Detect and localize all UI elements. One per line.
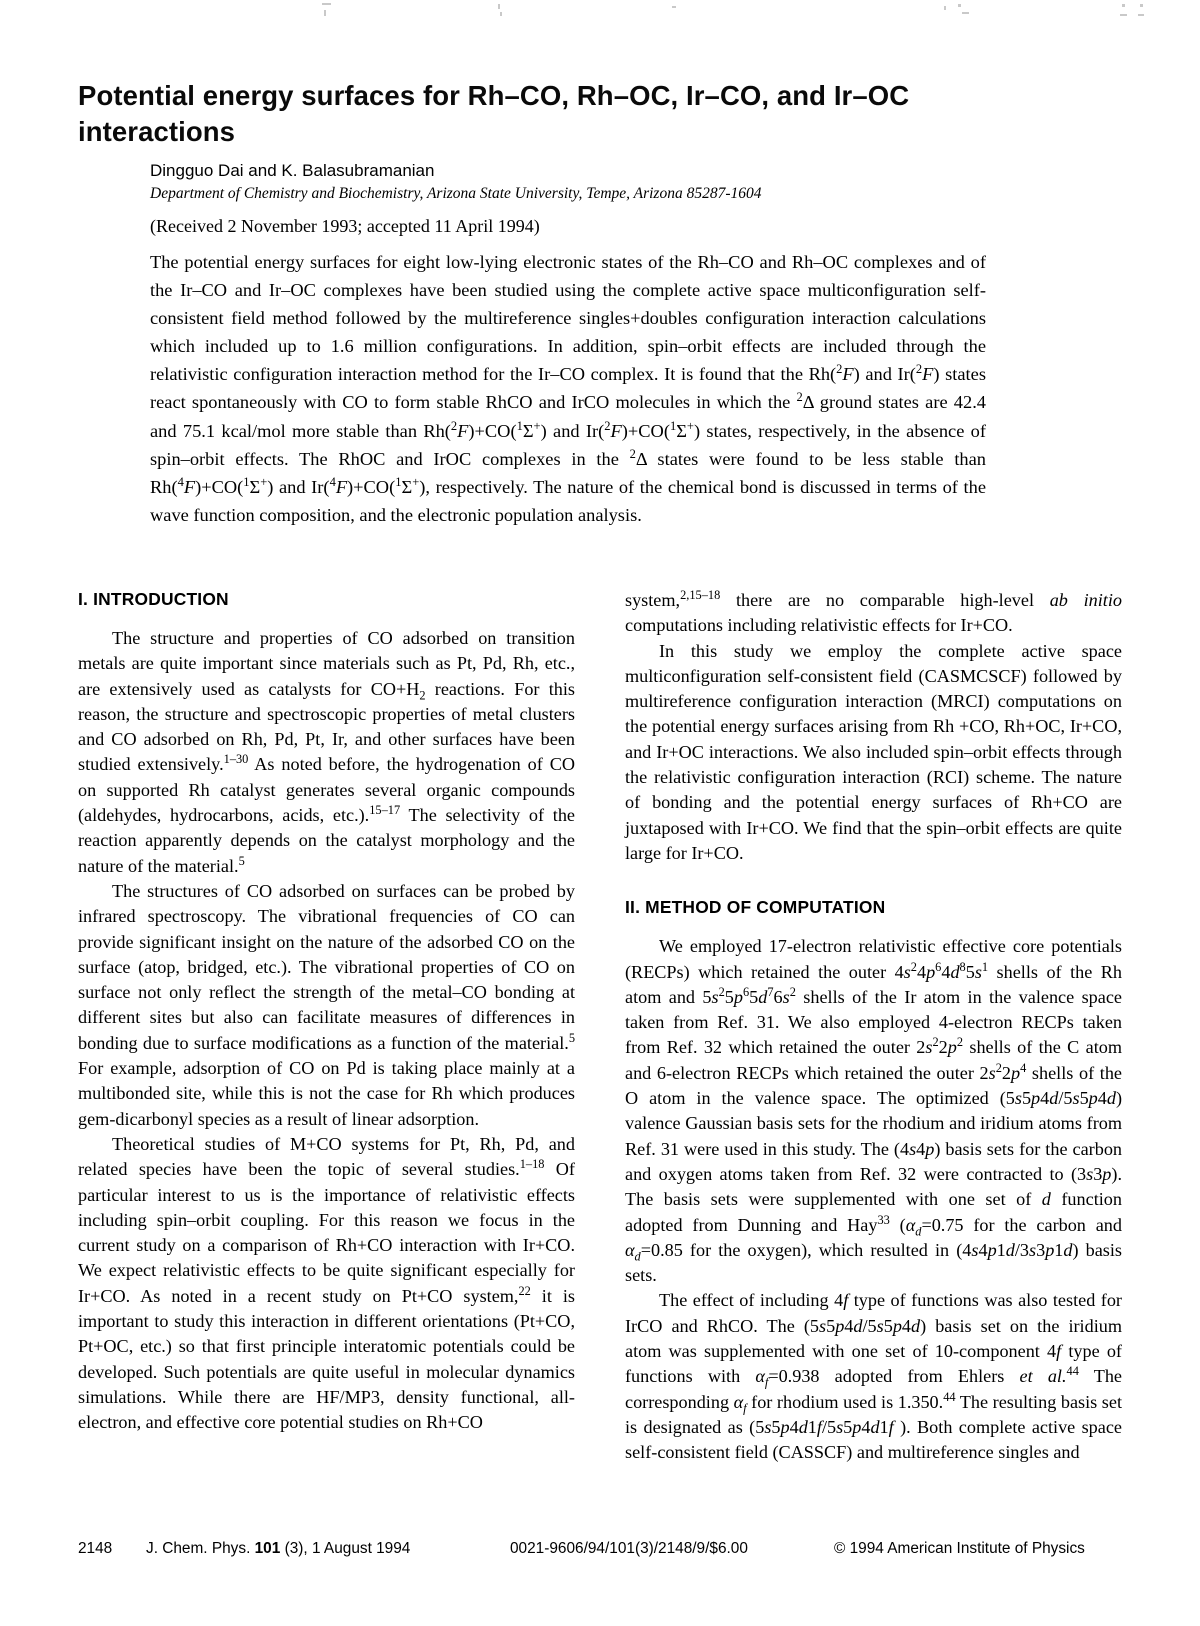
sup: 2 [995, 1060, 1002, 1075]
authors-block [150, 160, 1050, 204]
text: shells of the Rh atom and 5 [625, 961, 1122, 1007]
text: shells of the Ir atom in the valence space taken from Ref. 31. We also employed 4-electron RECPs taken from Ref. 32 which retained the outer 2 [625, 986, 1122, 1058]
text: /5 [821, 1416, 837, 1437]
orbital: d [758, 986, 768, 1007]
text: 2 [938, 1037, 948, 1058]
text: function adopted from Dunning and Hay [625, 1189, 1122, 1235]
alpha-symbol: α [733, 1391, 744, 1412]
text: type of functions with [625, 1341, 1122, 1387]
abstract-text: ) and Ir( [267, 476, 330, 497]
text: The effect of including 4 [659, 1290, 844, 1311]
orbital: s [988, 1062, 996, 1083]
text: 4 [789, 1416, 799, 1437]
orbital: p [1088, 1088, 1098, 1109]
orbital: f [1056, 1341, 1062, 1362]
orbital: s [1086, 1163, 1094, 1184]
sup: 1 [669, 418, 677, 433]
sup: 2 [910, 959, 917, 974]
text: The corresponding [625, 1366, 1122, 1412]
text: ( [889, 1214, 906, 1235]
text: ) valence Gaussian basis sets for the rhodium and iridium atoms from Ref. 31 were used in this study. The (4 [625, 1088, 1122, 1159]
volume: 101 [254, 1540, 281, 1557]
sup: 1 [243, 474, 250, 489]
text: 1 [807, 1416, 817, 1437]
term: F [842, 364, 854, 385]
sup: 1 [395, 474, 402, 489]
orbital: p [925, 1138, 935, 1159]
alpha-symbol: α [905, 1214, 916, 1235]
text: 5 [771, 1416, 781, 1437]
citation-ref: 2,15–18 [680, 587, 721, 602]
sub: f [764, 1375, 769, 1390]
text: /5 [1058, 1088, 1073, 1109]
orbital: s [876, 1315, 884, 1336]
sub: 2 [419, 688, 426, 703]
title-block [78, 78, 1128, 150]
orbital: f [843, 1290, 849, 1311]
text: ) basis set on the iridium atom was supplemented with one set of 10-component 4 [625, 1315, 1122, 1362]
orbital: d [911, 1315, 921, 1336]
text: =0.85 for the oxygen), which resulted in (4 [640, 1239, 972, 1260]
sup: 2 [604, 418, 611, 433]
orbital: s [711, 986, 719, 1007]
sup: + [533, 418, 541, 433]
text: 2 [1001, 1062, 1012, 1083]
paragraph-continued [625, 588, 1122, 639]
footer-article-code: 0021-9606/94/101(3)/2148/9/$6.00 [510, 1540, 748, 1557]
text: For example, adsorption of CO on Pd is taking place mainly at a multibonded site, while this is not the case for Rh which produces gem-dicarbonyl species as a result of linear adsorption. [78, 1058, 575, 1129]
page-title [78, 78, 1128, 150]
term: Σ [522, 420, 534, 441]
orbital: d [870, 1416, 880, 1437]
text: it is important to study this interaction in different orientations (Pt+CO, Pt+OC, etc.) so that first principle interatomic potentials could be developed. Such potentials are quite useful in molecular dynamics simulations. While there are HF/MP3, density functional, all-electron, and effective core potential studies on Rh+CO [78, 1285, 575, 1433]
orbital: p [947, 1037, 957, 1058]
text: =0.938 adopted from Ehlers [768, 1366, 1020, 1387]
orbital: s [836, 1416, 844, 1437]
citation-ref: 5 [238, 853, 245, 868]
sup: 4 [177, 474, 184, 489]
text: there are no comparable high-level [720, 590, 1050, 610]
text: 5 [843, 1416, 853, 1437]
text: ) basis sets. [625, 1239, 1122, 1286]
text: 5 [1021, 1088, 1032, 1109]
body-columns [78, 588, 1122, 1508]
term: F [610, 420, 622, 441]
abstract-text: ) and Ir( [540, 420, 605, 441]
section-heading-method: II. METHOD OF COMPUTATION [625, 897, 886, 918]
sup: 2 [718, 984, 725, 999]
paragraph [625, 1288, 1122, 1465]
text: 4 [901, 1315, 911, 1336]
text: 3 [1036, 1239, 1046, 1260]
alpha-symbol: α [755, 1366, 765, 1387]
sup: 4 [1020, 1060, 1027, 1075]
affiliation: Department of Chemistry and Biochemistry, Arizona State University, Tempe, Arizona 85287-1604 [150, 185, 762, 202]
orbital: p [1031, 1088, 1041, 1109]
sup: 2 [796, 390, 803, 405]
text: The resulting basis set is designated as (5 [625, 1391, 1122, 1437]
orbital: d [1005, 1239, 1015, 1260]
paragraph [78, 626, 575, 879]
text: =0.75 for the carbon and [921, 1214, 1122, 1235]
text: 5 [883, 1315, 893, 1336]
text: 4 [941, 961, 951, 982]
term: F [922, 364, 934, 385]
footer-page-number: 2148 [78, 1540, 113, 1557]
abstract-text: ) states, respectively, in the absence of spin–orbit effects. The RhOC and IrOC complexes in the [150, 420, 986, 469]
abstract-text: The potential energy surfaces for eight low-lying electronic states of the Rh–CO and Rh–OC complexes and of the Ir–CO and Ir–OC complexes have been studied using the complete active space multiconfiguration self-consistent field method followed by the multireference singles+doubles configuration interaction calculations which included up to 1.6 million configurations. In addition, spin–orbit effects are included through the relativistic configuration interaction method for the Ir–CO complex. It is found that the Rh( [150, 252, 986, 385]
footer-journal-reference [146, 1538, 410, 1560]
text: ). The basis sets were supplemented with one set of [625, 1163, 1122, 1210]
text: The selectivity of the reaction apparently depends on the catalyst morphology and the nature of the material. [78, 805, 575, 876]
sup: + [412, 474, 420, 489]
term: F [457, 420, 469, 441]
sup: + [260, 474, 268, 489]
orbital: p [926, 961, 936, 982]
term: Δ [802, 392, 814, 413]
orbital: p [987, 1239, 997, 1260]
sup: 2 [629, 446, 636, 461]
text: We employed 17-electron relativistic effective core potentials (RECPs) which retained the outer 4 [625, 936, 1122, 982]
citation-ref: 44 [1066, 1364, 1079, 1379]
sup: 6 [935, 959, 942, 974]
section-heading-introduction: I. INTRODUCTION [78, 589, 229, 609]
orbital: s [1072, 1088, 1080, 1109]
text: 4 [916, 1138, 926, 1159]
text: 4 [916, 961, 927, 982]
orbital: s [971, 1239, 979, 1260]
sup: 2 [836, 362, 843, 377]
orbital: s [819, 1315, 827, 1336]
citation-ref: 1–18 [519, 1157, 545, 1172]
text: /3 [1014, 1239, 1030, 1260]
text: 1 [1054, 1239, 1064, 1260]
abstract-text: ground states are 42.4 and 75.1 kcal/mol more stable than Rh( [150, 392, 986, 441]
text: reactions. For this reason, the structure and spectroscopic properties of metal clusters and CO adsorbed on Rh, Pd, Pt, Ir, and other surfaces have been studied extensively. [78, 678, 575, 775]
abstract-text: ), respectively. The nature of the chemical bond is discussed in terms of the wave function composition, and the electronic population analysis. [150, 476, 986, 525]
orbital: f [888, 1416, 894, 1437]
page-footer [78, 1538, 1128, 1564]
orbital: s [1014, 1088, 1022, 1109]
abstract-text: ) states react spontaneously with CO to form stable RhCO and IrCO molecules in which the [150, 364, 986, 413]
sup: 4 [329, 474, 336, 489]
sup: 1 [981, 959, 989, 974]
column-left [78, 588, 575, 1436]
author-list: Dingguo Dai and K. Balasubramanian [150, 161, 435, 180]
term: Σ [249, 476, 261, 497]
paragraph [78, 879, 575, 1132]
orbital: s [909, 1138, 917, 1159]
paragraph [78, 1132, 575, 1436]
text: shells of the C atom and 6-electron RECPs which retained the outer 2 [625, 1037, 1122, 1083]
orbital: d [798, 1416, 808, 1437]
alpha-symbol: α [625, 1239, 635, 1260]
citation-ref: 22 [518, 1283, 531, 1298]
text: computations including relativistic effects for Ir+CO. [625, 615, 1013, 636]
text: 4 [1097, 1088, 1107, 1109]
orbital: p [733, 986, 743, 1007]
text: for rhodium used is 1.350. [746, 1391, 944, 1412]
text: 4 [978, 1239, 988, 1260]
abstract-text: )+CO( [195, 476, 244, 497]
orbital: s [782, 986, 790, 1007]
sup: 2 [932, 1035, 939, 1050]
orbital: s [903, 961, 911, 982]
text: /5 [862, 1315, 877, 1336]
text: 5 [826, 1315, 836, 1336]
sub: f [743, 1401, 747, 1416]
abstract-text: )+CO( [468, 420, 517, 441]
text: 5 [749, 986, 759, 1007]
orbital: p [780, 1416, 790, 1437]
orbital: s [1029, 1239, 1037, 1260]
orbital: s [764, 1416, 772, 1437]
orbital: p [1045, 1239, 1055, 1260]
orbital: s [925, 1037, 933, 1058]
footer-copyright: © 1994 American Institute of Physics [834, 1540, 1085, 1557]
text: ). Both complete active space self-consistent field (CASSCF) and multireference singles and [625, 1416, 1122, 1463]
title-line-2: interactions [78, 116, 236, 147]
orbital: p [1011, 1062, 1021, 1083]
paragraph [625, 934, 1122, 1288]
orbital: p [852, 1416, 862, 1437]
abstract [150, 248, 986, 529]
term: F [335, 476, 348, 497]
text: (3), 1 August 1994 [280, 1540, 411, 1557]
orbital: p [1102, 1163, 1112, 1184]
term: et al. [1019, 1366, 1067, 1387]
text: 4 [1040, 1088, 1050, 1109]
text: The structures of CO adsorbed on surfaces can be probed by infrared spectroscopy. The vibrational frequencies of CO can provide significant insight on the nature of the adsorbed CO on the surface (atop, bridged, etc.). The vibrational properties of CO on surface not only reflect the strength of the metal–CO bonding at different sites but also can facilitate measures of differences in bonding due to surface modifications as a function of the material. [78, 880, 575, 1053]
sup: 1 [516, 418, 523, 433]
orbital: s [974, 961, 982, 982]
orbital: f [816, 1416, 822, 1437]
text: 5 [965, 961, 975, 982]
orbital: d [853, 1315, 863, 1336]
text: 1 [879, 1416, 889, 1437]
paragraph: In this study we employ the complete active space multiconfiguration self-consistent field (CASMCSCF) followed by multireference configuration interaction (MRCI) computations on the potential energy surfaces arising from Rh +CO, Rh+OC, Ir+CO, and Ir+OC interactions. We also included spin–orbit effects through the relativistic configuration interaction (RCI) scheme. The nature of bonding and the potential energy surfaces of Rh+CO are juxtaposed with Ir+CO. We find that the spin–orbit effects are quite large for Ir+CO. [625, 640, 1122, 863]
sup: 8 [959, 959, 966, 974]
text: Of particular interest to us is the importance of relativistic effects including spin–orbit coupling. For this reason we focus in the current study on a comparison of Rh+CO interaction with Ir+CO. We expect relativistic effects to be quite significant especially for Ir+CO. As noted in a recent study on Pt+CO system, [78, 1159, 575, 1306]
text: shells of the O atom in the valence space. The optimized (5 [625, 1062, 1122, 1109]
sup: 6 [742, 984, 750, 999]
column-right [625, 588, 1122, 1466]
text: ) basis sets for the carbon and oxygen atoms taken from Ref. 32 were contracted to (3 [625, 1138, 1123, 1184]
term: Σ [676, 420, 687, 441]
sup: 2 [915, 362, 923, 377]
term: F [183, 476, 196, 497]
term: ab initio [1049, 590, 1122, 610]
sup: 2 [956, 1035, 964, 1050]
orbital: d [1106, 1088, 1116, 1109]
received-dates: (Received 2 November 1993; accepted 11 April 1994) [150, 216, 540, 236]
text: 5 [724, 986, 734, 1007]
sub: d [915, 1224, 922, 1239]
sup: 2 [450, 418, 458, 433]
abstract-text: )+CO( [347, 476, 396, 497]
scan-artifact-marks [0, 0, 1200, 22]
citation-ref: 5 [568, 1030, 575, 1045]
text: The structure and properties of CO adsorbed on transition metals are quite important since materials such as Pt, Pd, Rh, etc., are extensively used as catalysts for CO+H [78, 628, 575, 699]
text: As noted before, the hydrogenation of CO on supported Rh catalyst generates several organic compounds (aldehydes, hydrocarbons, acids, etc.). [78, 754, 575, 826]
sub: d [634, 1249, 641, 1264]
abstract-text: states were found to be less stable than Rh( [150, 448, 986, 497]
abstract-text: )+CO( [621, 420, 670, 441]
orbital: d [950, 961, 960, 982]
sup: + [686, 418, 694, 433]
text: system, [625, 590, 681, 610]
text: 1 [996, 1239, 1006, 1260]
text: 4 [861, 1416, 871, 1437]
text: Theoretical studies of M+CO systems for Pt, Rh, Pd, and related species have been the topic of several studies. [78, 1133, 575, 1180]
term: Σ [401, 476, 413, 497]
title-line-1: Potential energy surfaces for Rh–CO, Rh–OC, Ir–CO, and Ir–OC [78, 80, 910, 111]
text: 5 [1079, 1088, 1089, 1109]
text: J. Chem. Phys. [146, 1540, 255, 1557]
text: 3 [1093, 1163, 1103, 1184]
citation-ref: 1–30 [223, 752, 249, 767]
abstract-text: ) and Ir( [853, 364, 916, 385]
citation-ref: 15–17 [369, 803, 401, 818]
sup: 7 [767, 984, 774, 999]
citation-ref: 33 [877, 1212, 890, 1227]
orbital: d [1049, 1088, 1059, 1109]
orbital: p [835, 1315, 845, 1336]
term: Δ [635, 448, 647, 469]
orbital: p [892, 1315, 902, 1336]
orbital: d [1041, 1189, 1051, 1210]
text: 4 [844, 1315, 854, 1336]
text: 6 [773, 986, 783, 1007]
text: type of functions was also tested for IrCO and RhCO. The (5 [625, 1290, 1122, 1336]
sup: 2 [789, 984, 796, 999]
orbital: d [1063, 1239, 1073, 1260]
citation-ref: 44 [943, 1389, 956, 1404]
